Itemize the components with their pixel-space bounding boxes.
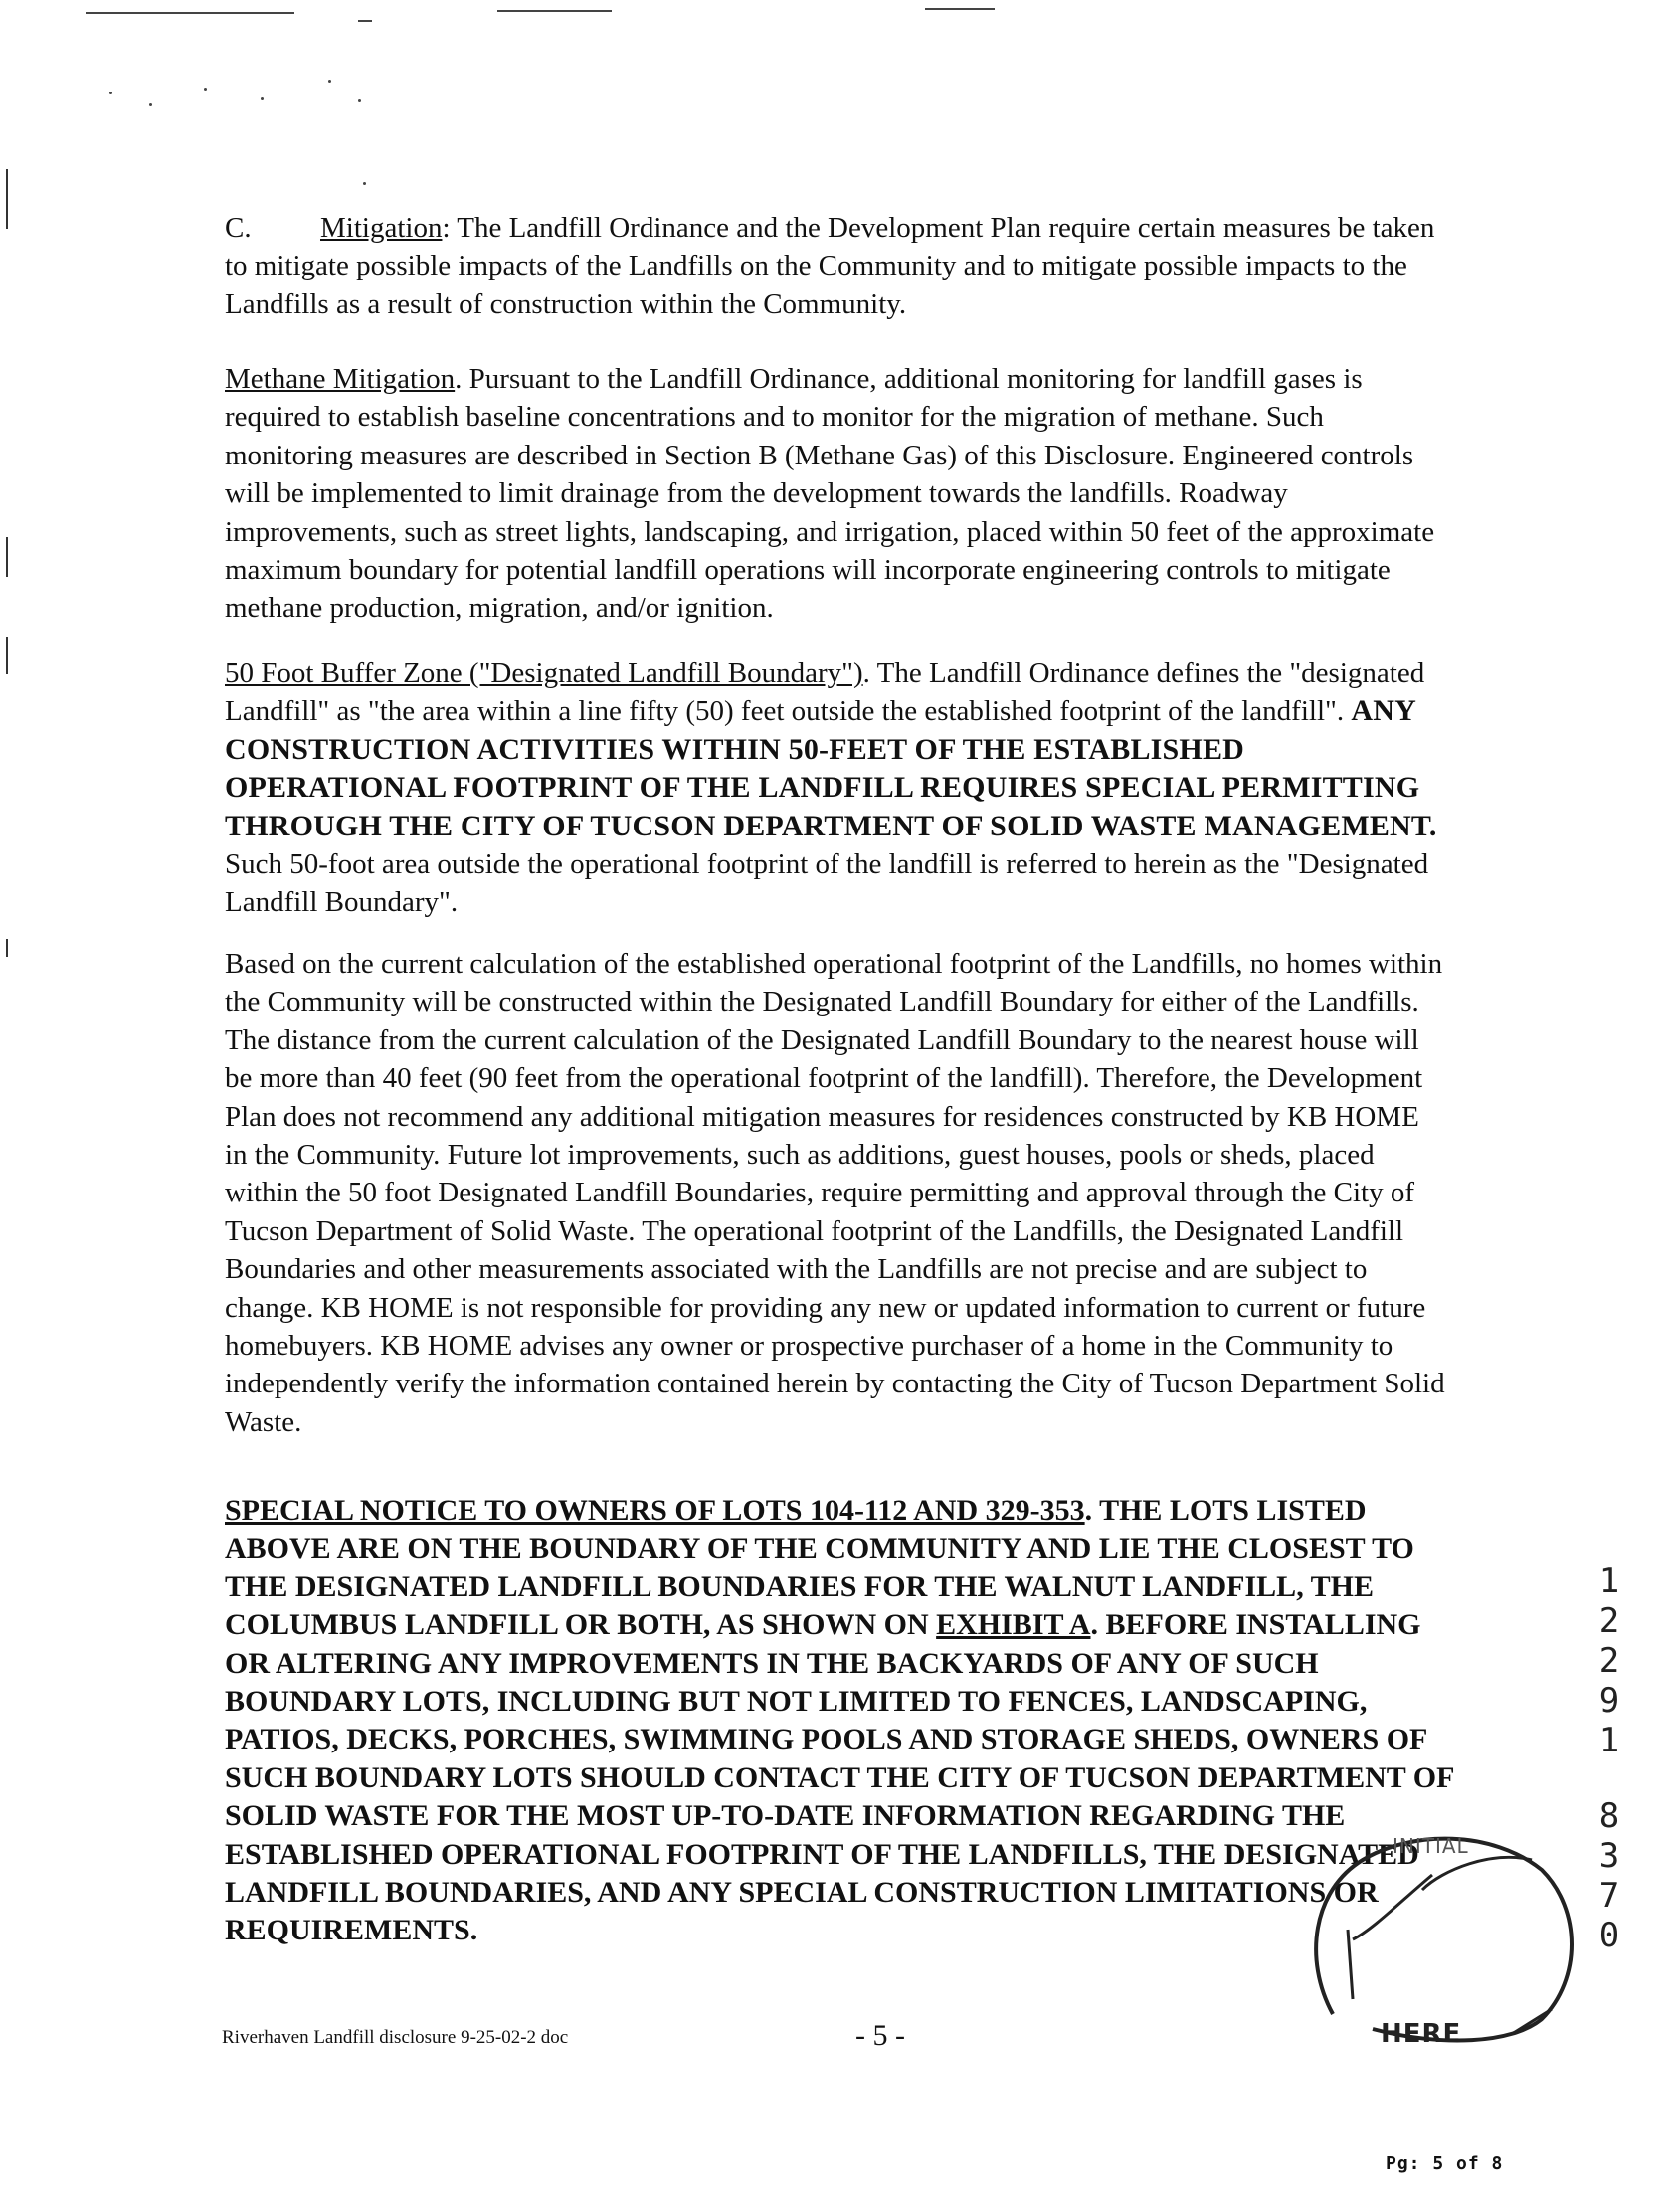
initial-label: INITIAL <box>1392 1834 1469 1858</box>
side-digit: 1 <box>1598 1562 1620 1601</box>
side-digit: 8 <box>1598 1796 1620 1836</box>
mitigation-heading: Mitigation <box>320 212 443 244</box>
footer-page-stamp: Pg: 5 of 8 <box>1386 2153 1504 2174</box>
margin-mark <box>6 939 8 957</box>
scan-speck <box>204 88 207 91</box>
scan-speck <box>363 182 366 185</box>
margin-mark <box>6 537 8 577</box>
here-label: HERE <box>1381 2019 1462 2049</box>
scan-speck <box>261 97 264 100</box>
side-digit: 9 <box>1598 1681 1620 1721</box>
scan-rule <box>925 8 995 10</box>
scan-speck <box>109 92 112 94</box>
side-digit: 2 <box>1598 1641 1620 1681</box>
special-notice-text-b: . BEFORE INSTALLING OR ALTERING ANY IMPROVEMENTS IN THE BACKYARDS OF ANY OF SUCH BOUNDARY LOTS, INCLUDING BUT NOT LIMITED TO FENCES, LANDSCAPING, PATIOS, DECKS, PORCHES, SWIMMING POOLS AND STORAGE SHEDS, OWNERS OF SUCH BOUNDARY LOTS SHOULD CONTACT THE CITY OF TUCSON DEPARTMENT OF SOLID WASTE FOR THE MOST UP-TO-DATE INFORMATION REGARDING THE ESTABLISHED OPERATIONAL FOOTPRINT OF THE LANDFILLS, THE DESIGNATED LANDFILL BOUNDARIES, AND ANY SPECIAL CONSTRUCTION LIMITATIONS OR REQUIREMENTS. <box>225 1608 1454 1947</box>
side-digit: 2 <box>1598 1601 1620 1641</box>
calculation-paragraph <box>225 945 1448 1441</box>
mitigation-text: : The Landfill Ordinance and the Development Plan require certain measures be taken to mitigate possible impacts of the Landfills on the Community and to mitigate possible impacts to the Landfills as a result of construction within the Community. <box>225 212 1435 320</box>
footer-filename: Riverhaven Landfill disclosure 9-25-02-2 doc <box>222 2027 569 2048</box>
exhibit-reference: EXHIBIT A <box>936 1608 1091 1642</box>
buffer-zone-end: Such 50-foot area outside the operational footprint of the landfill is referred to herein as the "Designated Landfill Boundary". <box>225 848 1429 919</box>
scan-speck <box>149 103 152 106</box>
special-notice-paragraph <box>225 1492 1458 1950</box>
scan-rule <box>358 20 372 22</box>
special-notice-text-a: . THE LOTS LISTED ABOVE ARE ON THE BOUNDARY OF THE COMMUNITY AND LIE THE CLOSEST TO THE DESIGNATED LANDFILL BOUNDARIES FOR THE WALNUT LANDFILL, THE COLUMBUS LANDFILL OR BOTH, AS SHOWN ON <box>225 1494 1414 1642</box>
side-digit: 0 <box>1598 1916 1620 1955</box>
buffer-zone-heading: 50 Foot Buffer Zone ("Designated Landfill Boundary") <box>225 657 863 689</box>
mitigation-paragraph <box>225 209 1448 323</box>
methane-text: . Pursuant to the Landfill Ordinance, additional monitoring for landfill gases is required to establish baseline concentrations and to monitor for the migration of methane. Such monitoring measures are described in Section B (Methane Gas) of this Disclosure. Engineered controls will be implemented to limit drainage from the development towards the landfills. Roadway improvements, such as street lights, landscaping, and irrigation, placed within 50 feet of the approximate maximum boundary for potential landfill operations will incorporate engineering controls to mitigate methane production, migration, and/or ignition. <box>225 363 1435 625</box>
margin-mark <box>6 637 8 674</box>
buffer-zone-paragraph <box>225 654 1448 922</box>
side-digit: 7 <box>1598 1876 1620 1916</box>
calculation-text: Based on the current calculation of the established operational footprint of the Landfills, no homes within the Community will be constructed within the Designated Landfill Boundary for either of the Landfills. The distance from the current calculation of the Designated Landfill Boundary to the nearest house will be more than 40 feet (90 feet from the operational footprint of the landfill). Therefore, the Development Plan does not recommend any additional mitigation measures for residences constructed by KB HOME in the Community. Future lot improvements, such as additions, guest houses, pools or sheds, placed within the 50 foot Designated Landfill Boundaries, require permitting and approval through the City of Tucson Department of Solid Waste. The operational footprint of the Landfills, the Designated Landfill Boundaries and other measurements associated with the Landfills are not precise and are subject to change. KB HOME is not responsible for providing any new or updated information to current or future homebuyers. KB HOME advises any owner or prospective purchaser of a home in the Community to independently verify the information contained herein by contacting the City of Tucson Department Solid Waste. <box>225 948 1445 1438</box>
side-digit: 3 <box>1598 1836 1620 1876</box>
footer-page-number: - 5 - <box>855 2019 905 2052</box>
scan-rule <box>86 12 294 14</box>
scan-rule <box>497 10 612 12</box>
margin-mark <box>6 169 8 229</box>
methane-heading: Methane Mitigation <box>225 363 456 395</box>
special-notice-heading: SPECIAL NOTICE TO OWNERS OF LOTS 104-112 AND 329-353 <box>225 1494 1085 1527</box>
initial-here-stamp <box>1293 1780 1591 2049</box>
buffer-zone-warning: ANY CONSTRUCTION ACTIVITIES WITHIN 50-FEET OF THE ESTABLISHED OPERATIONAL FOOTPRINT OF THE LANDFILL REQUIRES SPECIAL PERMITTING THROUGH THE CITY OF TUCSON DEPARTMENT OF SOLID WASTE MANAGEMENT. <box>225 694 1437 842</box>
side-document-number <box>1589 1562 1629 1955</box>
section-label: C. <box>225 212 252 244</box>
side-digit: 1 <box>1598 1721 1620 1760</box>
scan-speck <box>328 80 331 83</box>
methane-paragraph <box>225 360 1448 628</box>
buffer-zone-intro: . The Landfill Ordinance defines the "designated Landfill" as "the area within a line fifty (50) feet outside the established footprint of the landfill". <box>225 657 1425 728</box>
scan-speck <box>358 99 361 102</box>
